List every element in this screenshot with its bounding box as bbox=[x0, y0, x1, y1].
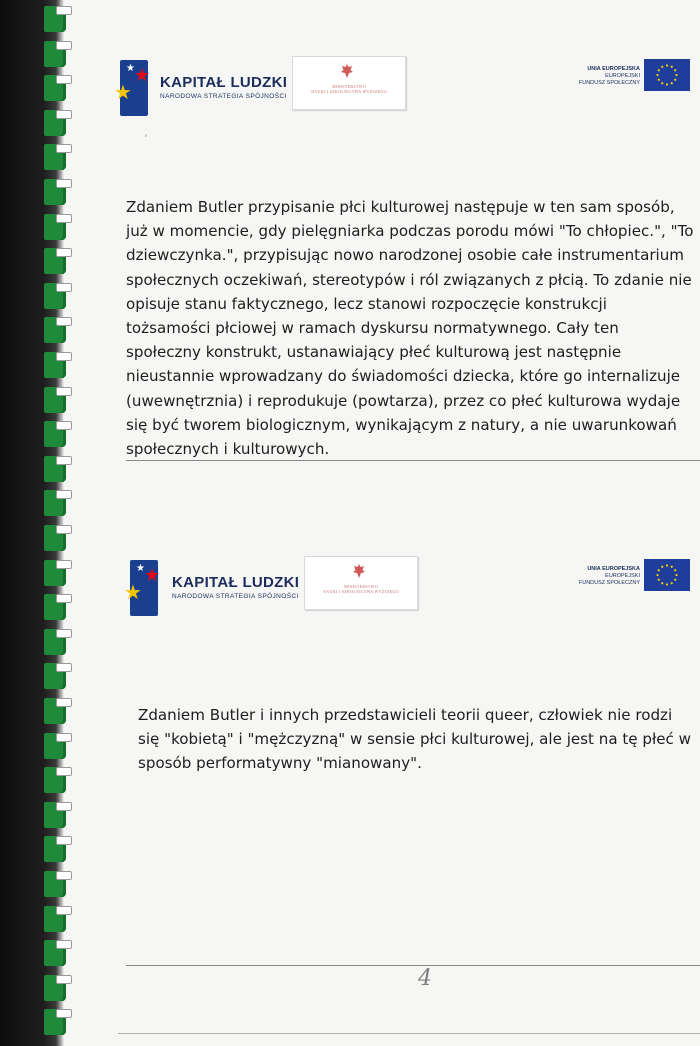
page-number: 4 bbox=[418, 966, 432, 991]
slide-1-divider bbox=[126, 460, 700, 461]
eu-star bbox=[671, 582, 673, 584]
slide-1-header bbox=[64, 56, 700, 126]
eu-star bbox=[658, 69, 660, 71]
eu-star bbox=[658, 569, 660, 571]
eu-star bbox=[675, 74, 677, 76]
eu-star bbox=[661, 582, 663, 584]
slide-2-header bbox=[64, 556, 700, 626]
eu-star bbox=[658, 79, 660, 81]
eu-star bbox=[661, 66, 663, 68]
eu-star bbox=[666, 583, 668, 585]
eu-star bbox=[666, 64, 668, 66]
eu-star bbox=[661, 566, 663, 568]
ministry-logo bbox=[304, 556, 418, 610]
eu-star bbox=[671, 82, 673, 84]
slide-2-text: Zdaniem Butler i innych przedstawicieli teorii queer, człowiek nie rodzi się "kobietą" i "mężczyzną" w sensie płci kulturowej, ale jest na tę płeć w sposób performatywny "mianowany". bbox=[138, 706, 691, 773]
bottom-edge-line bbox=[118, 1033, 700, 1034]
slide-1 bbox=[64, 56, 700, 486]
eu-star bbox=[656, 74, 658, 76]
kapital-ludzki-subtitle: NARODOWA STRATEGIA SPÓJNOŚCI bbox=[160, 93, 287, 100]
kapital-ludzki-title: KAPITAŁ LUDZKI bbox=[172, 574, 300, 591]
eu-star bbox=[674, 569, 676, 571]
eagle-icon bbox=[351, 563, 367, 579]
eu-star bbox=[675, 574, 677, 576]
eu-star bbox=[658, 579, 660, 581]
eu-label: UNIA EUROPEJSKA EUROPEJSKI FUNDUSZ SPOŁECZNY bbox=[578, 566, 640, 586]
kapital-ludzki-logo: ★ ★ ★ bbox=[120, 60, 148, 116]
eu-star bbox=[674, 79, 676, 81]
kapital-ludzki-title: KAPITAŁ LUDZKI bbox=[160, 74, 288, 91]
slide-1-text: Zdaniem Butler przypisanie płci kulturowej następuje w ten sam sposób, już w momencie, gdy pielęgniarka podczas porodu mówi "To chłopiec.", "To dziewczynka.", przypisując nowo narodzonej osobie całe instrumentarium społecznych oczekiwań, stereotypów i ról związanych z płcią. To zdanie nie opisuje stanu faktycznego, lecz stanowi rozpoczęcie konstrukcji tożsamości płciowej w ramach dyskursu normatywnego. Cały ten społeczny konstrukt, ustanawiający płeć kulturową jest następnie nieustannie wprowadzany do świadomości dziecka, które go internalizuje (uwewnętrznia) i reprodukuje (powtarza), przez co płeć kulturowa wydaje się być tworem biologicznym, wynikającym z natury, a nie uwarunkowań społecznych i kulturowych. bbox=[126, 198, 694, 459]
slide-2-divider bbox=[126, 965, 700, 966]
eu-star bbox=[674, 579, 676, 581]
eu-star bbox=[656, 574, 658, 576]
kapital-ludzki-subtitle: NARODOWA STRATEGIA SPÓJNOŚCI bbox=[172, 593, 299, 600]
binding-ring bbox=[44, 490, 72, 518]
scan-mark: ʼ bbox=[144, 134, 148, 145]
binding-ring bbox=[44, 525, 72, 553]
eu-star bbox=[671, 66, 673, 68]
kapital-ludzki-logo: ★ ★ ★ bbox=[130, 560, 158, 616]
eu-star bbox=[661, 82, 663, 84]
eu-star bbox=[666, 564, 668, 566]
eu-star bbox=[671, 566, 673, 568]
eu-flag-icon bbox=[644, 559, 690, 591]
eu-flag-icon bbox=[644, 59, 690, 91]
binding-ring bbox=[44, 6, 72, 34]
ministry-logo bbox=[292, 56, 406, 110]
ministry-name: MINISTERSTWO NAUKI I SZKOLNICTWA WYŻSZEGO bbox=[323, 584, 399, 594]
ministry-name: MINISTERSTWO NAUKI I SZKOLNICTWA WYŻSZEGO bbox=[311, 84, 387, 94]
binding-ring bbox=[44, 1009, 72, 1037]
eu-label: UNIA EUROPEJSKA EUROPEJSKI FUNDUSZ SPOŁECZNY bbox=[578, 66, 640, 86]
eu-star bbox=[674, 69, 676, 71]
slide-2 bbox=[64, 556, 700, 996]
eu-star bbox=[666, 83, 668, 85]
eagle-icon bbox=[339, 63, 355, 79]
